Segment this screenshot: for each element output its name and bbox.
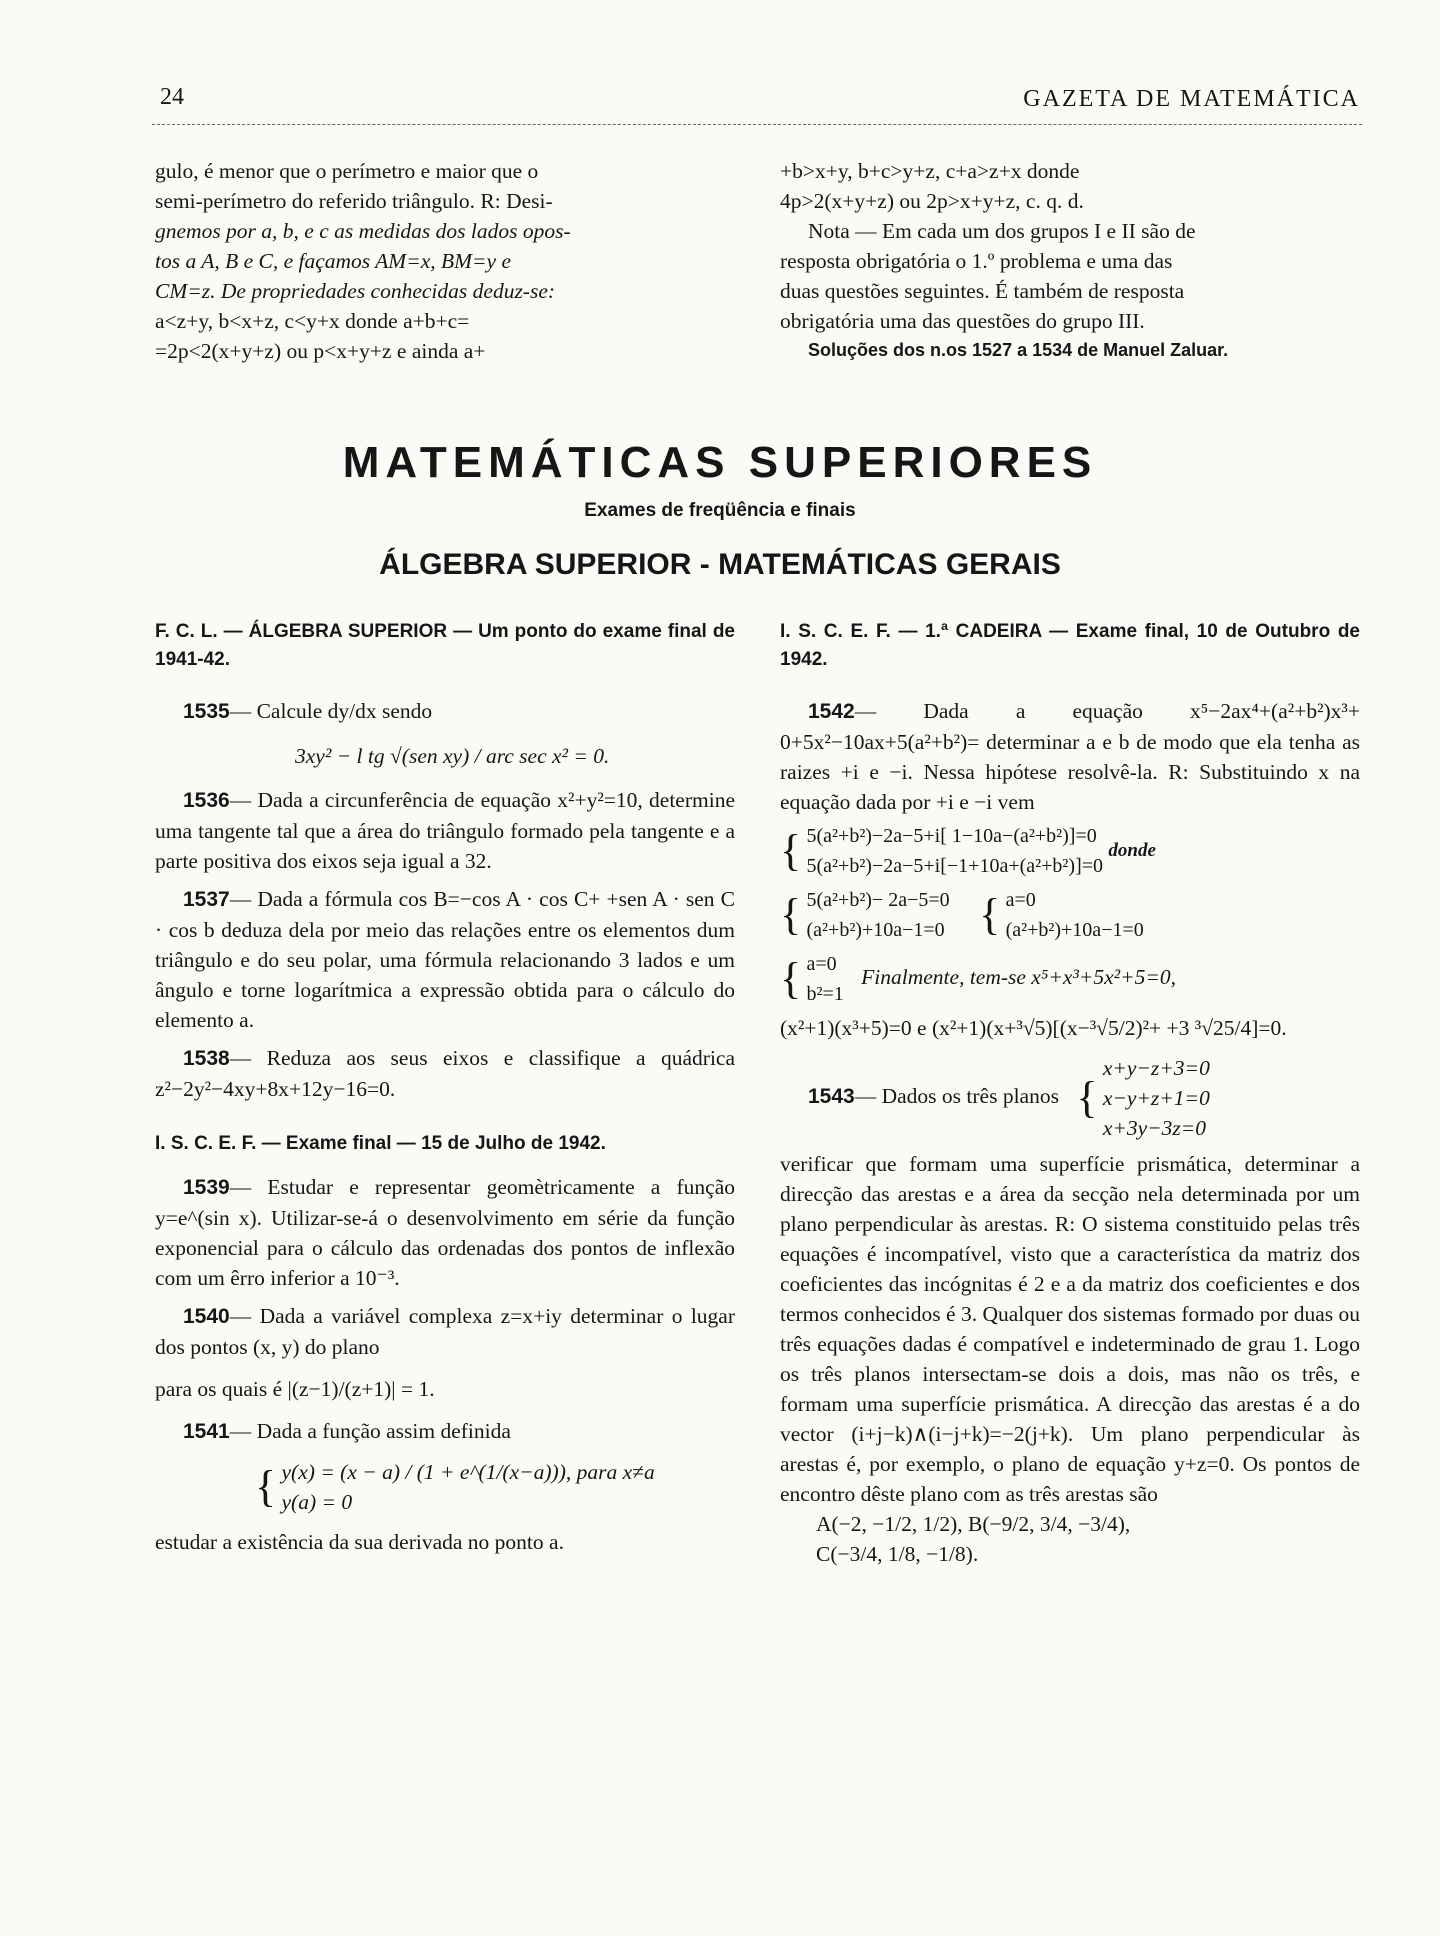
exam-heading: F. C. L. — ÁLGEBRA SUPERIOR — Um ponto do exame final de 1941-42. [155,621,735,670]
text-line: semi-perímetro do referido triângulo. R: Desi- [155,189,553,213]
system [807,821,1104,881]
brace-icon: { [979,890,1001,939]
problem-text: — Estudar e representar geomètricamente a função y=e^(sin x). Utilizar-se-á o desenvolvimento em série da função exponencial para o cálculo das ordenadas dos pontos de inflexão com um êrro inferior a 10⁻³. [155,1175,735,1290]
text-line: =2p<2(x+y+z) ou p<x+y+z e ainda a+ [155,339,486,363]
equation: para os quais é |(z−1)/(z+1)| = 1. [155,1377,435,1401]
equation: x+3y−3z=0 [1102,1116,1207,1140]
text-line: +b>x+y, b+c>y+z, c+a>z+x donde [780,159,1080,183]
problem-text: — Dados os três planos [854,1083,1059,1108]
system [1103,1053,1210,1143]
equation: 5(a²+b²)−2a−5+i[−1+10a+(a²+b²)]=0 [806,855,1104,877]
problem-number: 1538 [183,1047,230,1070]
section-title: MATEMÁTICAS SUPERIORES [342,438,1098,487]
points-line: C(−3/4, 1/8, −1/8). [816,1542,979,1566]
system [807,885,950,945]
problem-number: 1535 [183,700,230,723]
problem-text: — Calcule dy/dx sendo [229,699,433,723]
equation: 3xy² − l tg √(sen xy) / arc sec x² = 0. [295,744,610,768]
piecewise-definition [155,1457,735,1517]
text: Finalmente, tem-se x⁵+x³+5x²+5=0, [861,964,1176,989]
exam-heading: I. S. C. E. F. — 1.ª CADEIRA — Exame final, 10 de Outubro de 1942. [780,621,1360,670]
problem-1541 [155,1416,735,1447]
note-line: resposta obrigatória o 1.º problema e uma das [780,249,1173,273]
problem-number: 1541 [183,1420,230,1443]
connector: donde [1108,839,1156,861]
text-line: tos a A, B e C, e façamos AM=x, BM=y e [155,249,512,273]
problem-1540 [155,1301,735,1362]
problem-text: — Dada a função assim definida [229,1419,511,1443]
system [282,1457,655,1517]
equation: x+y−z+3=0 [1102,1056,1210,1080]
text-line: gnemos por a, b, e c as medidas dos lados opos- [155,219,571,243]
exam-heading: I. S. C. E. F. — Exame final — 15 de Julho de 1942. [155,1133,606,1154]
subsection-heading: ÁLGEBRA SUPERIOR - MATEMÁTICAS GERAIS [379,548,1061,581]
problem-1537 [155,884,735,1035]
equation-system [780,885,1360,945]
problem-number: 1540 [183,1305,230,1328]
text-line: a<z+y, b<x+z, c<y+x donde a+b+c= [155,309,470,333]
equation: b²=1 [806,983,844,1005]
note-line: obrigatória uma das questões do grupo III. [780,309,1145,333]
equation-system [780,821,1360,881]
problem-1543 [780,1053,1360,1143]
header-rule [152,124,1362,125]
brace-icon: { [780,954,802,1003]
page-number: 24 [160,84,184,110]
equation: (a²+b²)+10a−1=0 [1005,919,1144,941]
problem-text: — Dada a circunferência de equação x²+y²=10, determine uma tangente tal que a área do triângulo formado pela tangente e a parte positiva dos eixos seja igual a 32. [155,788,735,873]
problem-1542 [780,696,1360,817]
equation: y(x) = (x − a) / (1 + e^(1/(x−a))), para x≠a [281,1460,655,1484]
problem-1535 [155,696,735,727]
problem-text: — Dada a fórmula cos B=−cos A · cos C+ +sen A · sen C · cos b deduza dela por meio das relações entre os elementos dum triângulo e do seu polar, uma fórmula relacionando 3 lados e um ângulo e torne logarítmica a expressão obtida para o cálculo do elemento a. [155,887,735,1032]
right-column [780,618,1360,1569]
problem-number: 1536 [183,789,230,812]
brace-icon: { [1076,1073,1098,1122]
text-line: CM=z. De propriedades conhecidas deduz-se: [155,279,556,303]
system [807,949,844,1009]
problem-number: 1543 [808,1084,855,1108]
brace-icon: { [255,1462,277,1511]
problem-number: 1537 [183,888,230,911]
problem-text: — Reduza aos seus eixos e classifique a quádrica z²−2y²−4xy+8x+12y−16=0. [155,1046,735,1101]
brace-icon: { [780,826,802,875]
equation: a=0 [806,953,837,975]
problem-1536 [155,785,735,876]
problem-text: — Dada a equação x⁵−2ax⁴+(a²+b²)x³+ 0+5x²−10ax+5(a²+b²)= determinar a e b de modo que ela tenha as raizes +i e −i. Nessa hipótese resolvê-la. R: Substituindo x na equação dada por +i e −i vem [780,699,1360,814]
equation: y(a) = 0 [281,1490,353,1514]
equation: 5(a²+b²)−2a−5+i[ 1−10a−(a²+b²)]=0 [806,825,1097,847]
text-line: 4p>2(x+y+z) ou 2p>x+y+z, c. q. d. [780,189,1084,213]
note-line: duas questões seguintes. É também de resposta [780,279,1185,303]
problem-text: verificar que formam uma superfície prismática, determinar a direcção das arestas e a área da secção nela determinada por um plano perpendicular às arestas. R: O sistema constituido pelas três equações é incompatível, visto que a característica da matriz dos coeficientes das incógnitas é 2 e a da matriz dos coeficientes e dos termos conhecidos é 3. Qualquer dos sistemas formado por duas ou três equações dadas é compatível e indeterminado de grau 1. Logo os três planos intersectam-se dois a dois, mas não os três, e formam uma superfície prismática. A direcção das arestas é a do vector (i+j−k)∧(i−j+k)=−2(j+k). Um plano perpendicular às arestas é, por exemplo, o plano de equação y+z=0. Os pontos de encontro dêste plano com as três arestas são [780,1152,1360,1506]
text-line: gulo, é menor que o perímetro e maior que o [155,159,539,183]
problem-number: 1542 [808,700,855,723]
problem-number: 1539 [183,1176,230,1199]
problem-1539 [155,1172,735,1293]
problem-text: estudar a existência da sua derivada no ponto a. [155,1530,564,1554]
system [1006,885,1144,945]
problem-1538 [155,1043,735,1104]
solutions-credit: Soluções dos n.os 1527 a 1534 de Manuel Zaluar. [808,340,1229,360]
equation: a=0 [1005,889,1036,911]
points-line: A(−2, −1/2, 1/2), B(−9/2, 3/4, −3/4), [816,1512,1131,1536]
equation: 5(a²+b²)− 2a−5=0 [806,889,950,911]
journal-title: GAZETA DE MATEMÁTICA [1023,86,1360,112]
equation: x−y+z+1=0 [1102,1086,1210,1110]
top-right-column [780,156,1360,364]
equation-system [780,949,1360,1009]
equation: (a²+b²)+10a−1=0 [806,919,945,941]
note-line: Nota — Em cada um dos grupos I e II são de [808,219,1196,243]
brace-icon: { [780,890,802,939]
equation: (x²+1)(x³+5)=0 e (x²+1)(x+³√5)[(x−³√5/2)²+ +3 ³√25/4]=0. [780,1016,1287,1040]
left-column [155,618,735,1557]
top-left-column [155,156,735,366]
section-subtitle: Exames de freqüência e finais [584,500,856,521]
problem-text: — Dada a variável complexa z=x+iy determinar o lugar dos pontos (x, y) do plano [155,1304,735,1359]
